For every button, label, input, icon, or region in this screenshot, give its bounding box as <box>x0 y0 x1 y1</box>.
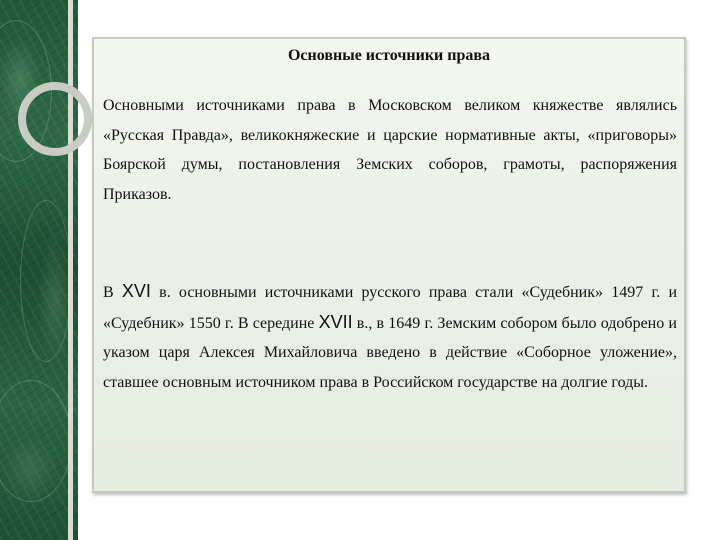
century-numeral: XVI <box>121 281 151 301</box>
side-stripe <box>68 0 73 540</box>
content-card <box>92 37 686 493</box>
paragraph-moscow-sources: Основными источниками права в Московском великом княжестве являлись «Русская Правда», великокняжеские и царские нормативные акты, «приговоры» Боярской думы, постановления Земских соборов, грамоты, распоряжения Приказов. <box>103 97 677 203</box>
decorative-ring <box>18 82 92 156</box>
paragraph-sudebnik <box>103 277 677 397</box>
paragraph-text: В <box>103 284 122 301</box>
century-numeral: XVII <box>318 311 353 332</box>
slide-title: Основные источники права <box>287 47 491 64</box>
paragraph-text: в. основными источниками русского права стали «Судебник» 1497 г. и «Судебник» 1550 г. В середине <box>103 284 678 332</box>
marble-side-panel <box>0 0 78 540</box>
paragraph-text: в., в 1649 г. Земским собором было одобрено и указом царя Алексея Михайловича введено в действие «Соборное уложение», ставшее основным источником права в Российском государстве на долгие годы. <box>103 314 677 391</box>
marble-vein <box>20 200 72 362</box>
marble-vein <box>0 380 72 502</box>
